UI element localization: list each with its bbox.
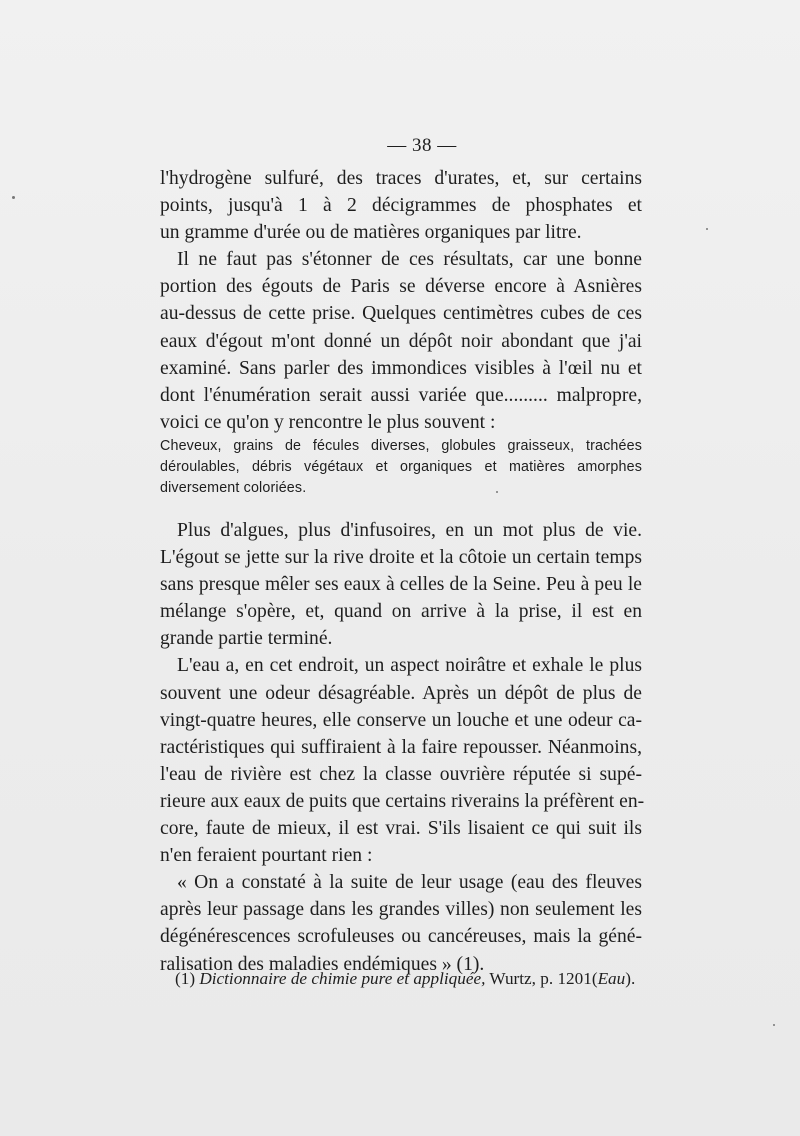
text-block-lower [160,517,645,978]
text-line: L'eau a, en cet endroit, un aspect noirâtre et exhale le plus [177,655,642,677]
paper-speck [12,196,15,199]
text-line: un gramme d'urée ou de matières organiques par litre. [160,222,582,244]
footnote-entry-open: ( [591,969,598,988]
text-line: grande partie terminé. [160,628,333,650]
paragraph-5 [160,869,642,977]
text-line: portion des égouts de Paris se déverse encore à Asnières [160,276,642,298]
text-block-upper [160,165,642,436]
text-line: souvent une odeur désagréable. Après un dépôt de plus de [160,682,642,704]
text-line: ractéristiques qui suffiraient à la faire repousser. Néanmoins, [160,736,642,758]
text-line: mélange s'opère, et, quand on arrive à la prise, il est en [160,601,642,623]
text-line: L'égout se jette sur la rive droite et la côtoie un certain temps [160,547,642,569]
text-line: dont l'énumération serait aussi variée que......... malpropre, [160,384,642,406]
footnote-author: Wurtz, p. 1201 [489,969,592,988]
text-line: Plus d'algues, plus d'infusoires, en un mot plus de vie. [177,520,642,541]
text-line: points, jusqu'à 1 à 2 décigrammes de phosphates et [160,195,642,217]
list-line: diversement coloriées. [160,480,307,496]
text-line: eaux d'égout m'ont donné un dépôt noir abondant que j'ai [160,330,642,352]
text-line: l'eau de rivière est chez la classe ouvrière réputée si supé- [160,763,642,785]
footnote-title: Dictionnaire de chimie pure et appliquée, [199,969,486,988]
text-line: examiné. Sans parler des immondices visibles à l'œil nu et [160,357,642,379]
text-line: après leur passage dans les grandes villes) non seulement les [160,899,642,921]
list-line: déroulables, débris végétaux et organiques et matières amorphes [160,459,642,475]
text-line: rieure aux eaux de puits que certains riverains la préfèrent en- [160,790,645,812]
paragraph-2 [160,246,642,436]
text-line: core, faute de mieux, il est vrai. S'ils lisaient ce qui suit ils [160,818,642,840]
text-line: au-dessus de cette prise. Quelques centimètres cubes de ces [160,303,642,325]
text-line: « On a constaté à la suite de leur usage (eau des fleuves [177,872,642,894]
footnote-entry: Eau [597,969,626,988]
text-line: voici ce qu'on y rencontre le plus souvent : [160,411,496,433]
paper-speck [496,491,498,493]
paragraph-3 [160,517,642,652]
paper-speck [706,228,708,230]
list-line: Cheveux, grains de fécules diverses, globules graisseux, trachées [160,438,642,454]
text-line: dégénérescences scrofuleuses ou cancéreuses, mais la géné- [160,926,642,948]
text-line: sans presque mêler ses eaux à celles de la Seine. Peu à peu le [160,574,642,596]
footnote-entry-close: ). [625,969,636,988]
text-line: l'hydrogène sulfuré, des traces d'urates, et, sur certains [160,168,642,189]
paper-speck [773,1024,775,1026]
text-line: Il ne faut pas s'étonner de ces résultats, car une bonne [177,249,642,271]
page-number: — 38 — [387,135,457,156]
paragraph-4 [160,652,645,869]
sediment-list [160,436,642,499]
text-line: vingt-quatre heures, elle conserve un louche et une odeur ca- [160,709,642,731]
text-line: ralisation des maladies endémiques » (1). [160,953,485,975]
footnote [175,968,642,990]
footnote-marker: (1) [175,969,196,988]
text-line: n'en feraient pourtant rien : [160,845,373,867]
paragraph-1 [160,165,642,246]
